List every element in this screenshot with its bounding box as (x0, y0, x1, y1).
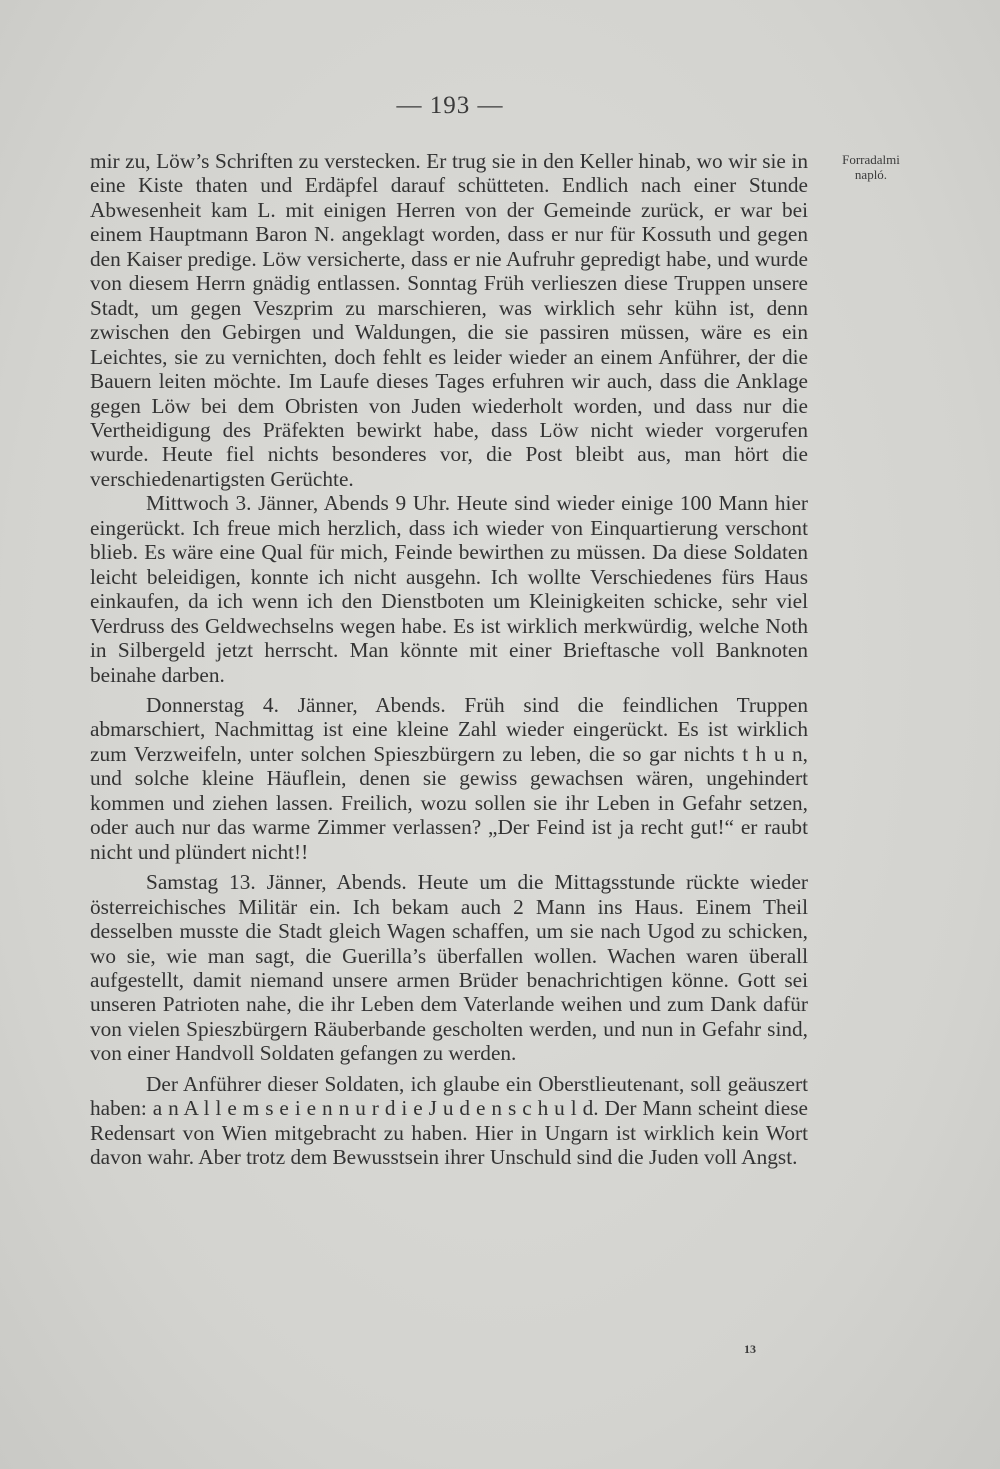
paragraph-1: mir zu, Löw’s Schriften zu verstecken. Er trug sie in den Keller hinab, wo wir sie in eine Kiste thaten und Erdäpfel darauf schütteten. Endlich nach einer Stunde Abwesenheit kam L. mit einigen Herren von der Gemeinde zurück, er war bei einem Hauptmann Baron N. angeklagt worden, dass er nur für Kossuth und gegen den Kaiser predige. Löw versicherte, dass er nie Aufruhr gepredigt habe, und wurde von diesem Herrn gnädig entlassen. Sonntag Früh verlieszen diese Truppen unsere Stadt, um gegen Veszprim zu marschieren, was wirklich sehr kühn ist, denn zwischen den Gebirgen und Waldungen, die sie passiren müssen, wäre es ein Leichtes, sie zu vernichten, doch fehlt es leider wieder an einem Anführer, der die Bauern leiten möchte. Im Laufe dieses Tages erfuhren wir auch, dass die Anklage gegen Löw bei dem Obristen von Juden wiederholt worden, und dass nur die Vertheidigung des Präfekten bewirkt habe, dass Löw nicht wieder vorgerufen wurde. Heute fiel nichts besonderes vor, die Post bleibt aus, man hört die verschiedenartigsten Gerüchte. (90, 149, 808, 491)
margin-note (826, 152, 916, 182)
paragraph-2: Mittwoch 3. Jänner, Abends 9 Uhr. Heute sind wieder einige 100 Mann hier eingerückt. Ich freue mich herzlich, dass ich wieder von Einquartierung verschont blieb. Es wäre eine Qual für mich, Feinde bewirthen zu müssen. Da diese Soldaten leicht beleidigen, konnte ich nicht ausgehn. Ich wollte Verschiedenes fürs Haus einkaufen, da ich wenn ich den Dienstboten um Kleinigkeiten schicke, sehr viel Verdruss des Geldwechselns wegen habe. Es ist wirklich merkwürdig, welche Noth in Silbergeld jetzt herrscht. Man könnte mit einer Brieftasche voll Banknoten beinahe darben. (90, 491, 808, 687)
signature-mark: 13 (744, 1342, 756, 1356)
margin-note-line-1: Forradalmi (842, 152, 900, 167)
paragraph-5: Der Anführer dieser Soldaten, ich glaube ein Oberstlieutenant, soll geäuszert haben: a n A l l e m s e i e n n u r d i e J u d e n s c h u l d. Der Mann scheint diese Redensart von Wien mitgebracht zu haben. Hier in Ungarn ist wirklich kein Wort davon wahr. Aber trotz dem Bewusstsein ihrer Unschuld sind die Juden voll Angst. (90, 1071, 808, 1170)
page-number: — 193 — (396, 92, 504, 119)
body-text (90, 149, 808, 1170)
paragraph-4: Samstag 13. Jänner, Abends. Heute um die Mittagsstunde rückte wieder österreichisches Militär ein. Ich bekam auch 2 Mann ins Haus. Einem Theil desselben musste die Stadt gleich Wagen schaffen, um sie nach Ugod zu schicken, wo sie, wie man sagt, die Guerilla’s überfallen wollen. Wachen waren überall aufgestellt, damit niemand unsere armen Brüder benachrichtigen könne. Gott sei unseren Patrioten nahe, die ihr Leben dem Vaterlande weihen und zum Dank dafür von vielen Spieszbürgern Räuberbande gescholten werden, und nun in Gefahr sind, von einer Handvoll Soldaten gefangen zu werden. (90, 870, 808, 1066)
margin-note-line-2: napló. (854, 167, 888, 182)
paragraph-3: Donnerstag 4. Jänner, Abends. Früh sind die feindlichen Truppen abmarschiert, Nachmittag ist eine kleine Zahl wieder eingerückt. Es ist wirklich zum Verzweifeln, unter solchen Spieszbürgern zu leben, die so gar nichts t h u n, und solche kleine Häuflein, denen sie gewiss gewachsen wären, ungehindert kommen und ziehen lassen. Freilich, wozu sollen sie ihr Leben in Gefahr setzen, oder auch nur das warme Zimmer verlassen? „Der Feind ist ja recht gut!“ er raubt nicht und plündert nicht!! (90, 692, 808, 864)
